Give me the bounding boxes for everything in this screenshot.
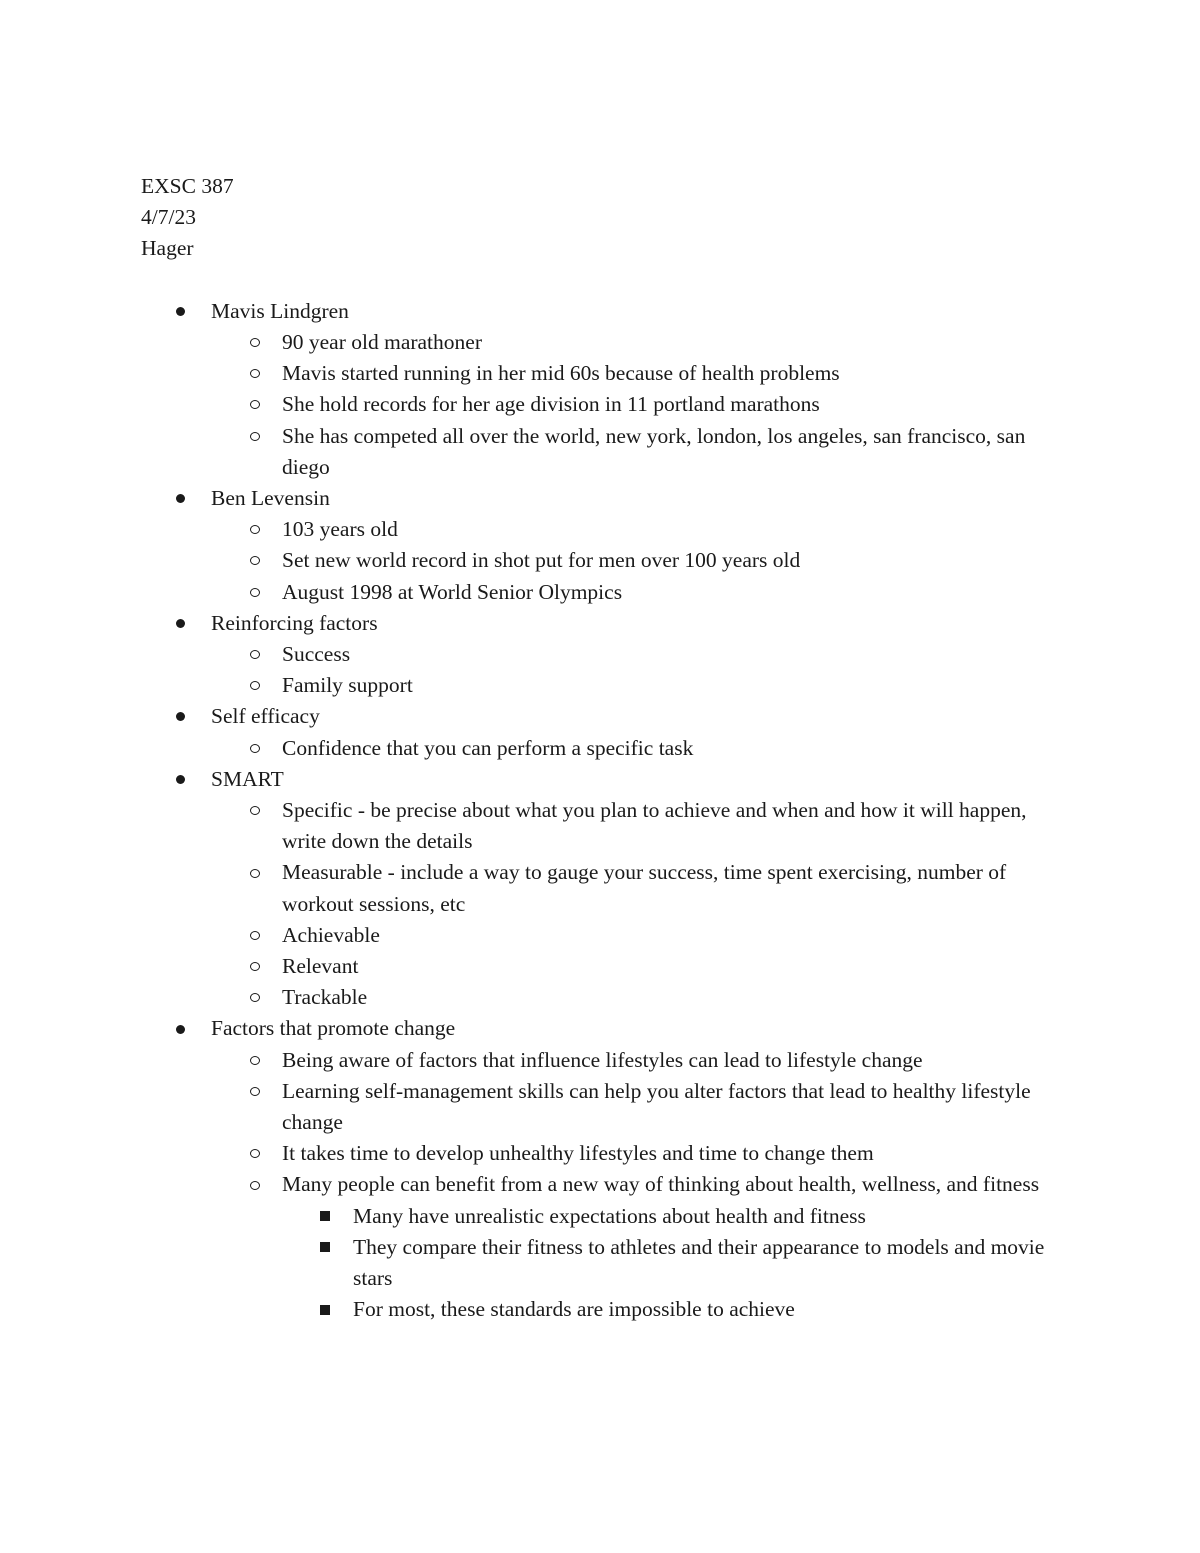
hollow-circle-bullet-icon [249, 670, 261, 701]
filled-square-bullet-icon [319, 1294, 331, 1325]
subpoint-list [211, 795, 1071, 1013]
subpoint-text: Achievable [282, 922, 380, 947]
hollow-circle-bullet-icon [249, 1076, 261, 1107]
subpoint-item [211, 1169, 1071, 1325]
hollow-circle-bullet-icon [249, 358, 261, 389]
course-code: EXSC 387 [141, 174, 234, 198]
hollow-circle-bullet-icon [249, 795, 261, 826]
topic-heading: Mavis Lindgren [211, 298, 349, 323]
subpoint-text: She has competed all over the world, new york, london, los angeles, san francisco, san diego [282, 423, 1026, 479]
topic-heading: Self efficacy [211, 704, 320, 729]
subpoint-text: 90 year old marathoner [282, 329, 482, 354]
subpoint-item [211, 1045, 1071, 1076]
subpoint-list [211, 514, 1071, 608]
subpoint-item [211, 389, 1071, 420]
subpoint-text: Measurable - include a way to gauge your success, time spent exercising, number of workout sessions, etc [282, 860, 1007, 916]
subpoint-text: Being aware of factors that influence lifestyles can lead to lifestyle change [282, 1047, 923, 1072]
subpoint-item [211, 920, 1071, 951]
subpoint-list [211, 733, 1071, 764]
hollow-circle-bullet-icon [249, 514, 261, 545]
detail-list [282, 1201, 1071, 1326]
subpoint-item [211, 982, 1071, 1013]
subpoint-list [211, 327, 1071, 483]
subpoint-item [211, 857, 1071, 919]
subpoint-text: She hold records for her age division in 11 portland marathons [282, 392, 820, 417]
subpoint-item [211, 733, 1071, 764]
subpoint-text: Trackable [282, 985, 368, 1010]
document-content [141, 171, 1071, 1325]
filled-circle-bullet-icon [174, 764, 186, 795]
topic-item [141, 764, 1071, 1014]
hollow-circle-bullet-icon [249, 857, 261, 888]
topic-heading: SMART [211, 766, 284, 791]
subpoint-text: It takes time to develop unhealthy lifestyles and time to change them [282, 1141, 874, 1166]
subpoint-item [211, 1076, 1071, 1138]
filled-circle-bullet-icon [174, 701, 186, 732]
subpoint-text: Confidence that you can perform a specific task [282, 735, 694, 760]
subpoint-text: Specific - be precise about what you plan to achieve and when and how it will happen, write down the details [282, 798, 1027, 854]
hollow-circle-bullet-icon [249, 1169, 261, 1200]
subpoint-item [211, 358, 1071, 389]
subpoint-text: Mavis started running in her mid 60s because of health problems [282, 361, 840, 386]
subpoint-text: Family support [282, 673, 413, 698]
hollow-circle-bullet-icon [249, 1045, 261, 1076]
hollow-circle-bullet-icon [249, 327, 261, 358]
topic-heading: Reinforcing factors [211, 610, 378, 635]
detail-item [282, 1201, 1071, 1232]
hollow-circle-bullet-icon [249, 577, 261, 608]
topic-item [141, 1013, 1071, 1325]
hollow-circle-bullet-icon [249, 1138, 261, 1169]
subpoint-item [211, 639, 1071, 670]
subpoint-list [211, 639, 1071, 701]
detail-text: Many have unrealistic expectations about health and fitness [353, 1203, 866, 1228]
subpoint-item [211, 327, 1071, 358]
subpoint-text: Set new world record in shot put for men over 100 years old [282, 548, 801, 573]
topic-heading: Factors that promote change [211, 1016, 456, 1041]
filled-square-bullet-icon [319, 1232, 331, 1263]
hollow-circle-bullet-icon [249, 389, 261, 420]
filled-circle-bullet-icon [174, 1013, 186, 1044]
hollow-circle-bullet-icon [249, 421, 261, 452]
hollow-circle-bullet-icon [249, 951, 261, 982]
detail-item [282, 1232, 1071, 1294]
detail-item [282, 1294, 1071, 1325]
subpoint-item [211, 670, 1071, 701]
subpoint-text: Many people can benefit from a new way of thinking about health, wellness, and fitness [282, 1172, 1040, 1197]
detail-text: For most, these standards are impossible to achieve [353, 1297, 795, 1322]
topic-item [141, 701, 1071, 763]
subpoint-item [211, 951, 1071, 982]
instructor-name: Hager [141, 236, 194, 261]
filled-circle-bullet-icon [174, 483, 186, 514]
filled-circle-bullet-icon [174, 608, 186, 639]
subpoint-text: August 1998 at World Senior Olympics [282, 579, 623, 604]
subpoint-text: Learning self-management skills can help you alter factors that lead to healthy lifestyle change [282, 1078, 1031, 1135]
subpoint-list [211, 1045, 1071, 1326]
hollow-circle-bullet-icon [249, 733, 261, 764]
topic-item [141, 296, 1071, 483]
topic-item [141, 483, 1071, 608]
subpoint-item [211, 545, 1071, 576]
blank-line [141, 265, 1071, 296]
filled-square-bullet-icon [319, 1201, 331, 1232]
topic-heading: Ben Levensin [211, 485, 330, 510]
hollow-circle-bullet-icon [249, 639, 261, 670]
subpoint-item [211, 577, 1071, 608]
subpoint-item [211, 795, 1071, 857]
hollow-circle-bullet-icon [249, 545, 261, 576]
hollow-circle-bullet-icon [249, 982, 261, 1013]
subpoint-item [211, 514, 1071, 545]
subpoint-item [211, 1138, 1071, 1169]
filled-circle-bullet-icon [174, 296, 186, 327]
subpoint-text: Success [282, 641, 351, 666]
hollow-circle-bullet-icon [249, 920, 261, 951]
topic-item [141, 608, 1071, 702]
notes-outline [141, 296, 1071, 1326]
detail-text: They compare their fitness to athletes and their appearance to models and movie stars [353, 1234, 1045, 1291]
note-date: 4/7/23 [141, 205, 196, 230]
subpoint-text: Relevant [282, 954, 359, 979]
subpoint-text: 103 years old [282, 517, 398, 542]
subpoint-item [211, 421, 1071, 483]
